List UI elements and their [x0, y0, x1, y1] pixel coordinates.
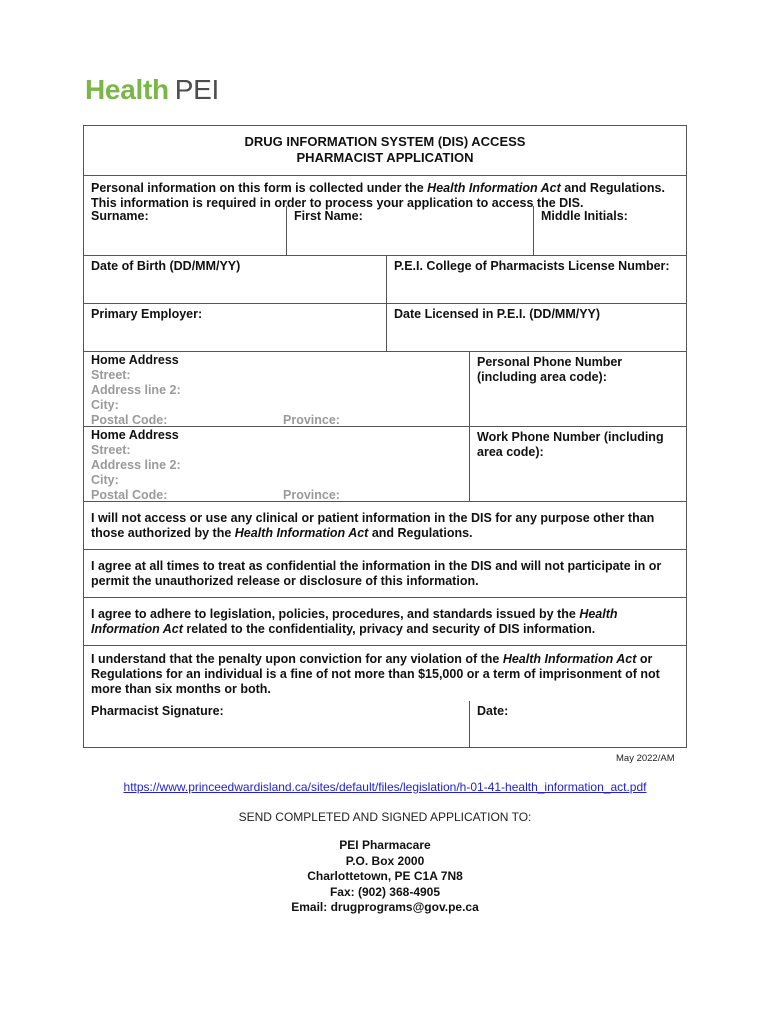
- surname-field[interactable]: [84, 206, 286, 255]
- p1-pre: I will not access or use any clinical or patient information in the DIS for any purpose other than those authorized by the: [91, 511, 655, 540]
- p3-pre: I agree to adhere to legislation, policies, procedures, and standards issued by the: [91, 607, 580, 621]
- city-label: City:: [91, 398, 119, 412]
- province-label: Province:: [283, 413, 340, 427]
- health-act-link[interactable]: https://www.princeedwardisland.ca/sites/default/files/legislation/h-01-41-health_information_act.pdf: [123, 780, 647, 794]
- employer-field[interactable]: [84, 304, 386, 351]
- intro-text: [84, 176, 686, 210]
- agreement-paragraph-1: [84, 502, 686, 550]
- address-line2-label: Address line 2:: [91, 458, 181, 472]
- mail-email: Email: drugprograms@gov.pe.ca: [291, 900, 479, 914]
- home-address-row: [84, 352, 686, 427]
- province-label: Province:: [283, 488, 340, 502]
- revision-note: May 2022/AM: [616, 753, 675, 764]
- signature-label: Pharmacist Signature:: [91, 704, 224, 718]
- home-address-heading: Home Address: [91, 353, 179, 367]
- middle-initials-field[interactable]: [533, 206, 686, 255]
- mailing-address: [0, 838, 770, 916]
- form-title-line1: DRUG INFORMATION SYSTEM (DIS) ACCESS: [244, 134, 526, 149]
- work-address-field[interactable]: [84, 427, 469, 501]
- p4-pre: I understand that the penalty upon conviction for any violation of the: [91, 652, 503, 666]
- dob-row: [84, 256, 686, 304]
- mail-box: P.O. Box 2000: [345, 853, 425, 868]
- intro-act: Health Information Act: [427, 181, 561, 195]
- signature-row: [84, 701, 686, 747]
- mail-city: Charlottetown, PE C1A 7N8: [307, 869, 463, 883]
- date-field[interactable]: [469, 701, 686, 747]
- employer-row: [84, 304, 686, 352]
- p2-text: I agree at all times to treat as confidential the information in the DIS and will not participate in or permit the unauthorized release or disclosure of this information.: [91, 559, 662, 588]
- work-phone-label: Work Phone Number (including area code):: [477, 430, 664, 459]
- postal-code-label: Postal Code:: [91, 413, 168, 427]
- agreement-paragraph-4: [84, 646, 686, 701]
- intro-post: and Regulations. This information is required in order to process your application to access the DIS.: [91, 181, 665, 210]
- date-licensed-field[interactable]: [386, 304, 686, 351]
- agreement-paragraph-2: [84, 550, 686, 598]
- p3-act: Health Information Act: [91, 607, 618, 636]
- date-licensed-label: Date Licensed in P.E.I. (DD/MM/YY): [394, 307, 601, 321]
- p4-post: or Regulations for an individual is a fine of not more than $15,000 or a term of imprisonment of not more than six months or both.: [91, 652, 660, 696]
- first-name-field[interactable]: [286, 206, 533, 255]
- address-line2-label: Address line 2:: [91, 383, 181, 397]
- employer-label: Primary Employer:: [91, 307, 203, 321]
- home-address-field[interactable]: [84, 352, 469, 426]
- surname-label: Surname:: [91, 209, 149, 223]
- send-instruction: SEND COMPLETED AND SIGNED APPLICATION TO:: [238, 810, 532, 824]
- postal-code-label: Postal Code:: [91, 488, 168, 502]
- street-label: Street:: [91, 443, 131, 457]
- application-form: [83, 125, 687, 748]
- personal-phone-field[interactable]: [469, 352, 686, 426]
- intro-pre: Personal information on this form is collected under the: [91, 181, 428, 195]
- middle-initials-label: Middle Initials:: [541, 209, 628, 223]
- street-label: Street:: [91, 368, 131, 382]
- signature-field[interactable]: [84, 701, 469, 747]
- p3-post: related to the confidentiality, privacy and security of DIS information.: [182, 622, 596, 636]
- p1-post: and Regulations.: [368, 526, 473, 540]
- date-label: Date:: [477, 704, 509, 718]
- form-title-line2: PHARMACIST APPLICATION: [296, 150, 474, 165]
- p1-act: Health Information Act: [234, 526, 369, 540]
- logo-health: Health: [85, 74, 169, 105]
- work-phone-field[interactable]: [469, 427, 686, 501]
- dob-field[interactable]: [84, 256, 386, 303]
- first-name-label: First Name:: [294, 209, 363, 223]
- mail-fax: Fax: (902) 368-4905: [329, 884, 441, 899]
- health-pei-logo: [85, 72, 219, 108]
- work-address-row: [84, 427, 686, 502]
- dob-label: Date of Birth (DD/MM/YY): [91, 259, 241, 273]
- logo-pei: PEI: [174, 74, 220, 105]
- city-label: City:: [91, 473, 119, 487]
- license-label: P.E.I. College of Pharmacists License Number:: [394, 259, 670, 273]
- license-number-field[interactable]: [386, 256, 686, 303]
- agreement-paragraph-3: [84, 598, 686, 646]
- form-title: [84, 126, 686, 176]
- p4-act: Health Information Act: [502, 652, 637, 666]
- mail-org: PEI Pharmacare: [339, 838, 431, 852]
- personal-phone-label: Personal Phone Number (including area code):: [477, 355, 623, 384]
- work-address-heading: Home Address: [91, 428, 179, 442]
- name-row: [84, 206, 686, 256]
